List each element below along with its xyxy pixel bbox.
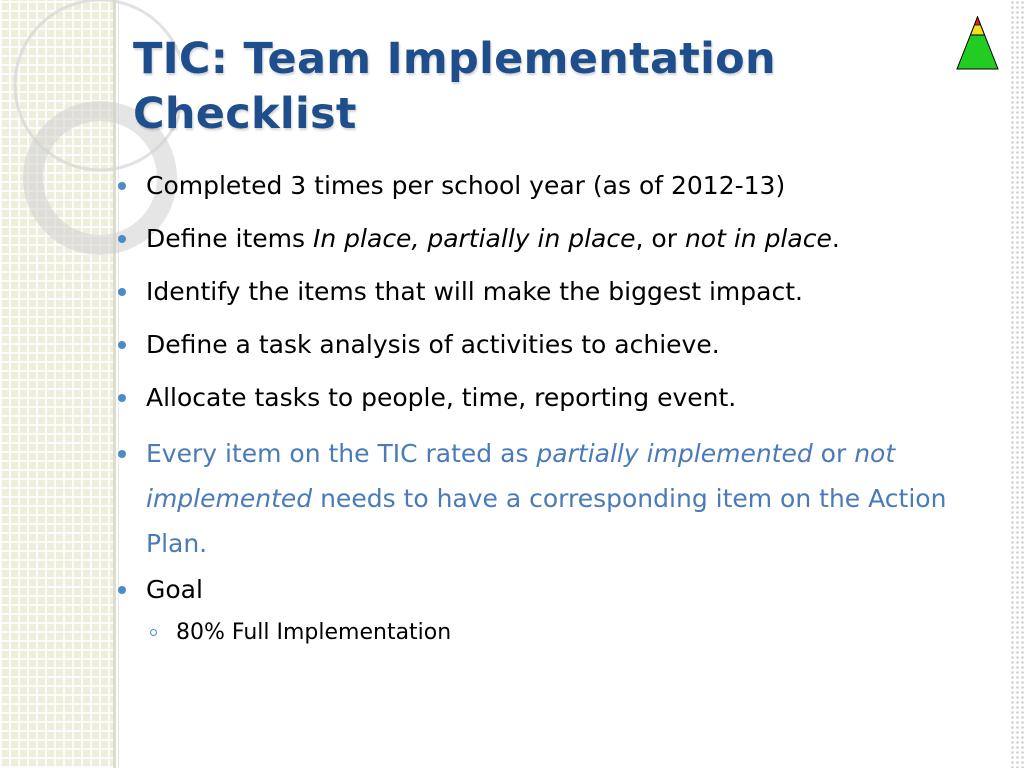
bullet-text-prefix: Define items: [146, 224, 314, 253]
bullet-icon: [118, 288, 126, 296]
bullet-icon: [118, 341, 126, 349]
bullet-text-mid: , or: [635, 224, 685, 253]
title-line-1: TIC: Team Implementation: [133, 34, 776, 84]
bullet-text: Goal: [146, 575, 203, 604]
left-band-divider: [113, 0, 116, 768]
bullet-item: [118, 170, 998, 201]
bullet-list: [118, 170, 998, 647]
sub-bullet-item: [118, 619, 998, 647]
bullet-item: [118, 329, 998, 360]
bullet-text-emphasis: partially implemented: [536, 439, 813, 468]
bullet-icon: [118, 450, 126, 458]
sub-bullet-text: 80% Full Implementation: [176, 620, 452, 645]
sub-bullet-icon: [150, 629, 157, 636]
bullet-item: [118, 574, 998, 605]
slide-title: [133, 32, 933, 142]
bullet-text-prefix: Every item on the TIC rated as: [146, 439, 537, 468]
triangle-pyramid-icon: [955, 16, 1000, 70]
bullet-item-highlight: [118, 431, 998, 566]
bullet-item: [118, 276, 998, 307]
bullet-text-emphasis: not in place: [684, 224, 832, 253]
bullet-text: Define a task analysis of activities to achieve.: [146, 330, 720, 359]
bullet-item: [118, 223, 998, 254]
bullet-text-emphasis: In place, partially in place: [313, 224, 636, 253]
bullet-icon: [118, 182, 126, 190]
bullet-icon: [118, 235, 126, 243]
bullet-text: Identify the items that will make the biggest impact.: [146, 277, 803, 306]
title-line-2: Checklist: [133, 89, 357, 139]
left-decorative-band: [0, 0, 113, 768]
bullet-text-suffix: needs to have a corresponding item on the Action Plan.: [146, 484, 947, 558]
bullet-text-mid: or: [812, 439, 855, 468]
bullet-text: Allocate tasks to people, time, reporting event.: [146, 383, 737, 412]
right-dotted-border: [1010, 0, 1024, 768]
bullet-text-suffix: .: [831, 224, 840, 253]
bullet-item: [118, 382, 998, 413]
bullet-icon: [118, 394, 126, 402]
bullet-icon: [118, 586, 126, 594]
bullet-text-emphasis: not implemented: [146, 439, 896, 513]
bullet-text: Completed 3 times per school year (as of 2012-13): [146, 171, 786, 200]
